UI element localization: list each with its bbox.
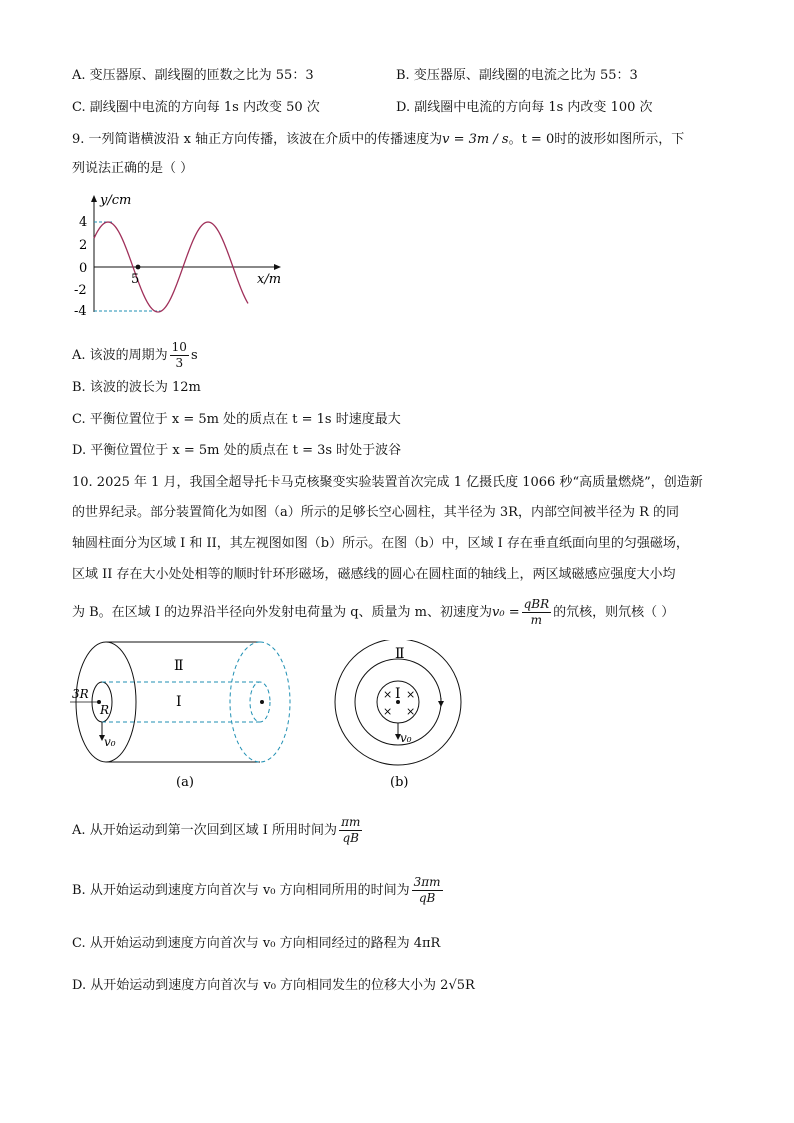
q9-option-b: B. 该波的波长为 12m [72,380,201,395]
q9-stem-line1 [72,130,684,150]
period-unit: s [190,348,198,363]
q10-stem-text-2: 的氘核，则氘核（ ） [553,605,675,620]
q9-stem-text-2: 。t = 0时的波形如图所示，下 [508,132,685,147]
q10-option-a [72,814,364,848]
cross-mark: × [406,688,416,701]
y-axis-label: y/cm [100,193,132,208]
q9-option-a [72,340,198,371]
v0-symbol: v₀ = [492,605,520,620]
wave-graph [70,190,300,325]
v0-fraction [522,597,552,628]
x-axis-label: x/m [257,272,282,287]
cross-mark: × [406,705,416,718]
y-tick-0: 0 [79,261,88,276]
fraction-numerator: 3πm [413,875,441,889]
cross-mark: × [383,688,393,701]
q9-option-a-text: A. 该波的周期为 [72,348,168,363]
q10-stem-line5 [72,596,674,630]
q10-stem-line4: 区域 II 存在大小处处相等的顺时针环形磁场，磁感线的圆心在圆柱面的轴线上，两区域磁感应强度大小均 [72,567,676,582]
region-I-label: I [176,694,182,710]
fraction-denominator: qB [418,891,436,905]
x-tick-5: 5 [131,272,140,287]
label-v0: v₀ [400,731,412,745]
fraction-denominator: 3 [175,356,184,370]
y-tick-4: 4 [79,215,88,230]
period-fraction [170,340,189,371]
q8-option-b: B. 变压器原、副线圈的电流之比为 55：3 [396,68,638,83]
figure-a-cylinder [66,640,296,792]
outer-right-arc-back [230,642,260,762]
label-R: R [100,703,110,717]
label-3R: 3R [72,687,89,701]
q10-stem-line3: 轴圆柱面分为区域 I 和 II，其左视图如图（b）所示。在图（b）中，区域 I 存在垂直纸面向里的匀强磁场， [72,536,689,551]
caption-b: (b) [390,775,409,790]
y-tick-neg4: -4 [74,304,87,319]
q9-option-d: D. 平衡位置位于 x = 5m 处的质点在 t = 3s 时处于波谷 [72,443,402,458]
caption-a: (a) [176,775,194,790]
label-v0: v₀ [104,735,116,749]
point-x5 [136,265,141,270]
fraction-numerator: πm [341,815,361,829]
q10-option-b-text: B. 从开始运动到速度方向首次与 v₀ 方向相同所用的时间为 [72,883,410,898]
q8-option-a: A. 变压器原、副线圈的匝数之比为 55：3 [72,68,314,83]
fraction-numerator: qBR [523,597,550,611]
right-center-dot [260,700,264,704]
y-tick-neg2: -2 [74,283,87,298]
time-fraction [339,815,362,846]
q9-stem-text: 9. 一列简谐横波沿 x 轴正方向传播，该波在介质中的传播速度为 [72,132,443,147]
y-tick-2: 2 [79,238,88,253]
region-I-label: I [395,686,401,702]
q8-option-d: D. 副线圈中电流的方向每 1s 内改变 100 次 [396,100,653,115]
q9-stem-line2: 列说法正确的是（ ） [72,161,194,176]
q10-option-c: C. 从开始运动到速度方向首次与 v₀ 方向相同经过的路程为 4πR [72,936,441,951]
fraction-denominator: qB [342,831,359,845]
fraction-denominator: m [530,613,543,627]
q10-stem-line2: 的世界纪录。部分装置简化为如图（a）所示的足够长空心圆柱，其半径为 3R，内部空间被半径为 R 的同 [72,505,679,520]
q9-wave-speed: v = 3m / s [442,132,509,147]
fraction-numerator: 10 [171,340,187,354]
q9-option-c: C. 平衡位置位于 x = 5m 处的质点在 t = 1s 时速度最大 [72,412,401,427]
time-fraction [412,875,443,906]
figure-b-left-view [332,640,472,792]
region-II-label: Ⅱ [174,658,184,674]
q8-option-c: C. 副线圈中电流的方向每 1s 内改变 50 次 [72,100,320,115]
q10-option-b [72,874,445,908]
q10-option-d: D. 从开始运动到速度方向首次与 v₀ 方向相同发生的位移大小为 2√5R [72,978,475,993]
cross-mark: × [383,705,393,718]
q10-stem-line1: 10. 2025 年 1 月，我国全超导托卡马克核聚变实验装置首次完成 1 亿摄氏度 1066 秒“高质量燃烧”，创造新 [72,475,703,490]
region-II-label: Ⅱ [395,646,405,662]
q10-stem-text: 为 B。在区域 I 的边界沿半径向外发射电荷量为 q、质量为 m、初速度为 [72,605,492,620]
q10-option-a-text: A. 从开始运动到第一次回到区域 I 所用时间为 [72,823,338,838]
outer-right-arc-front [260,642,290,762]
